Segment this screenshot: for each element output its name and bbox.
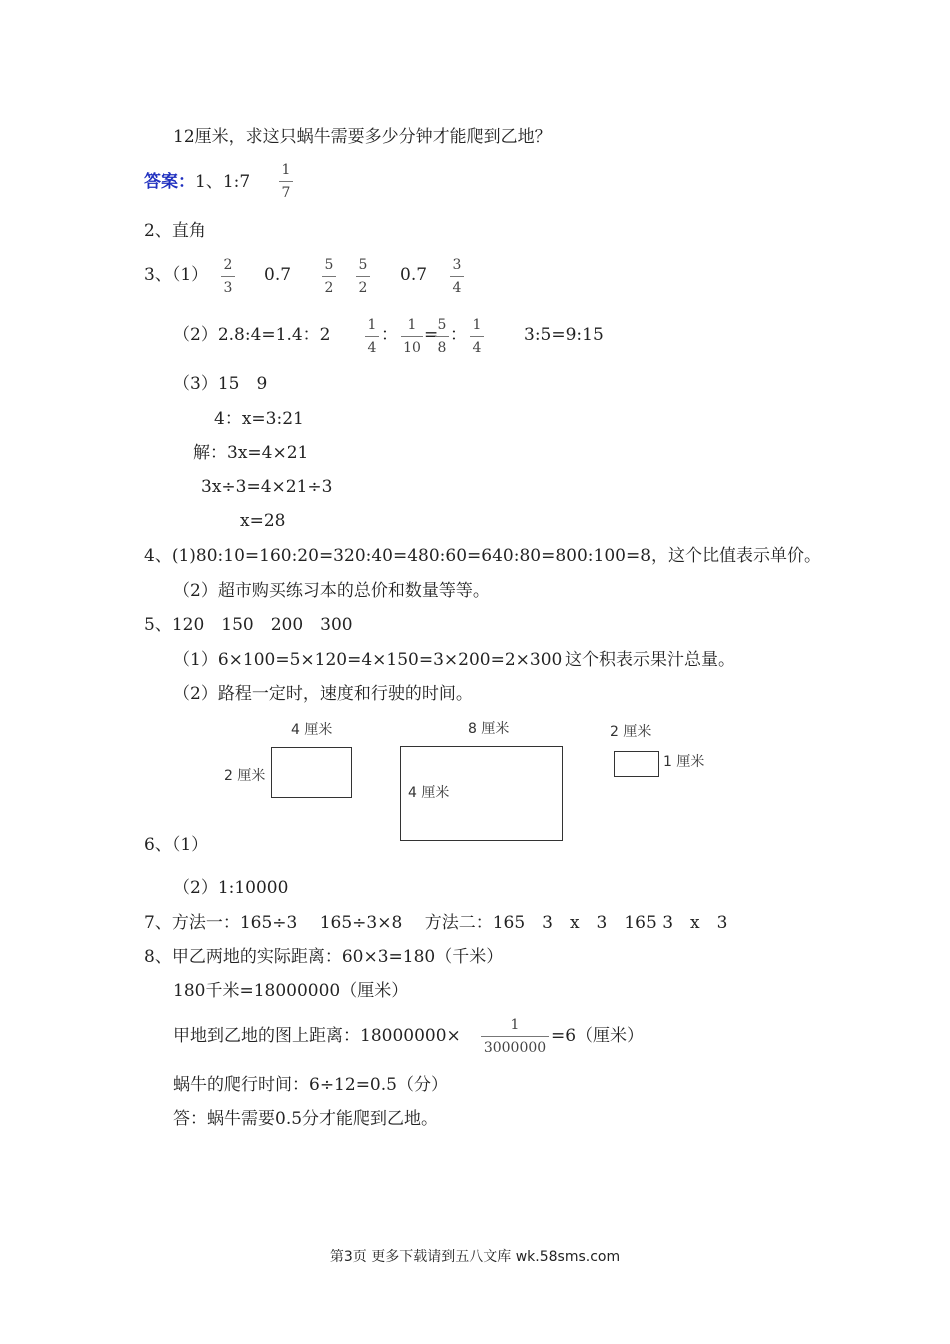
answer-1-text: 1、1:7 [195, 172, 251, 192]
rect2-top-label: 8 厘米 [468, 721, 510, 737]
equals-sign: = [424, 325, 439, 345]
question-continuation: 12厘米，求这只蜗牛需要多少分钟才能爬到乙地？ [173, 127, 552, 147]
answer-3-3: （3）15 9 [173, 374, 268, 394]
numerator: 5 [324, 257, 334, 273]
answer-line-4: 4、(1)80:10=160:20=320:40=480:60=640:80=800:100=8，这个比值表示单价。 [144, 546, 822, 566]
answer-3-2-ratio: 3:5=9:15 [524, 325, 604, 345]
answer-line-1 [144, 172, 250, 192]
numerator: 2 [223, 257, 233, 273]
fraction-1-10 [401, 317, 423, 356]
fraction-1-4-a [365, 317, 379, 356]
fraction-bar [435, 336, 449, 337]
page-footer: 第3页 更多下载请到五八文库 wk.58sms.com [329, 1249, 621, 1265]
numerator: 1 [407, 317, 417, 333]
answer-8-conversion: 180千米=18000000（厘米） [173, 981, 409, 1001]
answer-4-2: （2）超市购买练习本的总价和数量等等。 [173, 581, 490, 601]
fraction-bar [481, 1036, 549, 1037]
fraction-bar [470, 336, 484, 337]
solution-line-1: 解：3x=4×21 [193, 443, 309, 463]
answer-3-2-text: （2）2.8:4=1.4：2 [173, 325, 331, 345]
fraction-5-8 [435, 317, 449, 356]
colon-2: ： [450, 325, 467, 345]
numerator: 5 [358, 257, 368, 273]
equation-line: 4：x=3:21 [214, 409, 304, 429]
answer-5-1-note: 这个积表示果汁总量。 [565, 650, 735, 670]
denominator: 4 [472, 340, 482, 356]
rect3-top-label: 2 厘米 [610, 724, 652, 740]
answer-8-conclusion: 答：蜗牛需要0.5分才能爬到乙地。 [173, 1109, 439, 1129]
answer-line-7: 7、方法一：165÷3 165÷3×8 方法二：165 3 x 3 165 3 x 3 [144, 913, 728, 933]
answer-6-2: （2）1:10000 [173, 878, 289, 898]
solution-line-2: 3x÷3=4×21÷3 [201, 477, 333, 497]
numerator: 1 [281, 162, 291, 178]
answer-3-value-b: 0.7 [400, 265, 428, 285]
denominator: 2 [358, 280, 368, 296]
solution-line-3: x=28 [240, 511, 286, 531]
rect2-side-label: 4 厘米 [408, 785, 450, 801]
denominator: 3 [223, 280, 233, 296]
numerator: 1 [367, 317, 377, 333]
fraction-bar [221, 276, 235, 277]
answer-3-value-a: 0.7 [264, 265, 292, 285]
answer-5-1: （1）6×100=5×120=4×150=3×200=2×300 [173, 650, 563, 670]
fraction-bar [365, 336, 379, 337]
numerator: 5 [437, 317, 447, 333]
answer-5-2: （2）路程一定时，速度和行驶的时间。 [173, 684, 473, 704]
fraction-2-3 [221, 257, 235, 296]
denominator: 7 [281, 185, 291, 201]
rectangle-2x1 [614, 751, 659, 777]
answer-line-6: 6、（1） [144, 835, 209, 855]
denominator: 3000000 [483, 1040, 547, 1056]
fraction-bar [322, 276, 336, 277]
fraction-5-2-b [356, 257, 370, 296]
answer-line-8: 8、甲乙两地的实际距离：60×3=180（千米） [144, 947, 504, 967]
fraction-bar [401, 336, 423, 337]
fraction-bar [279, 181, 293, 182]
answer-line-5: 5、120 150 200 300 [144, 615, 353, 635]
answer-8-map-distance: 甲地到乙地的图上距离：18000000× [173, 1026, 461, 1046]
answer-line-2: 2、直角 [144, 221, 206, 241]
denominator: 8 [437, 340, 447, 356]
rectangle-4x2 [271, 747, 352, 798]
answer-label: 答案： [144, 172, 195, 192]
denominator: 2 [324, 280, 334, 296]
numerator: 1 [510, 1017, 520, 1033]
fraction-bar [356, 276, 370, 277]
fraction-bar [450, 276, 464, 277]
fraction-1-7 [279, 162, 293, 201]
fraction-3-4 [450, 257, 464, 296]
denominator: 10 [403, 340, 421, 356]
fraction-1-4-b [470, 317, 484, 356]
fraction-1-3000000 [481, 1017, 549, 1056]
numerator: 1 [472, 317, 482, 333]
answer-3-label: 3、（1） [144, 265, 209, 285]
rect3-side-label: 1 厘米 [663, 754, 705, 770]
numerator: 3 [452, 257, 462, 273]
answer-8-time: 蜗牛的爬行时间：6÷12=0.5（分） [173, 1075, 448, 1095]
denominator: 4 [367, 340, 377, 356]
rect1-side-label: 2 厘米 [224, 768, 266, 784]
rect1-top-label: 4 厘米 [291, 722, 333, 738]
fraction-5-2-a [322, 257, 336, 296]
denominator: 4 [452, 280, 462, 296]
answer-8-map-result: =6（厘米） [551, 1026, 645, 1046]
colon-1: ： [381, 325, 398, 345]
